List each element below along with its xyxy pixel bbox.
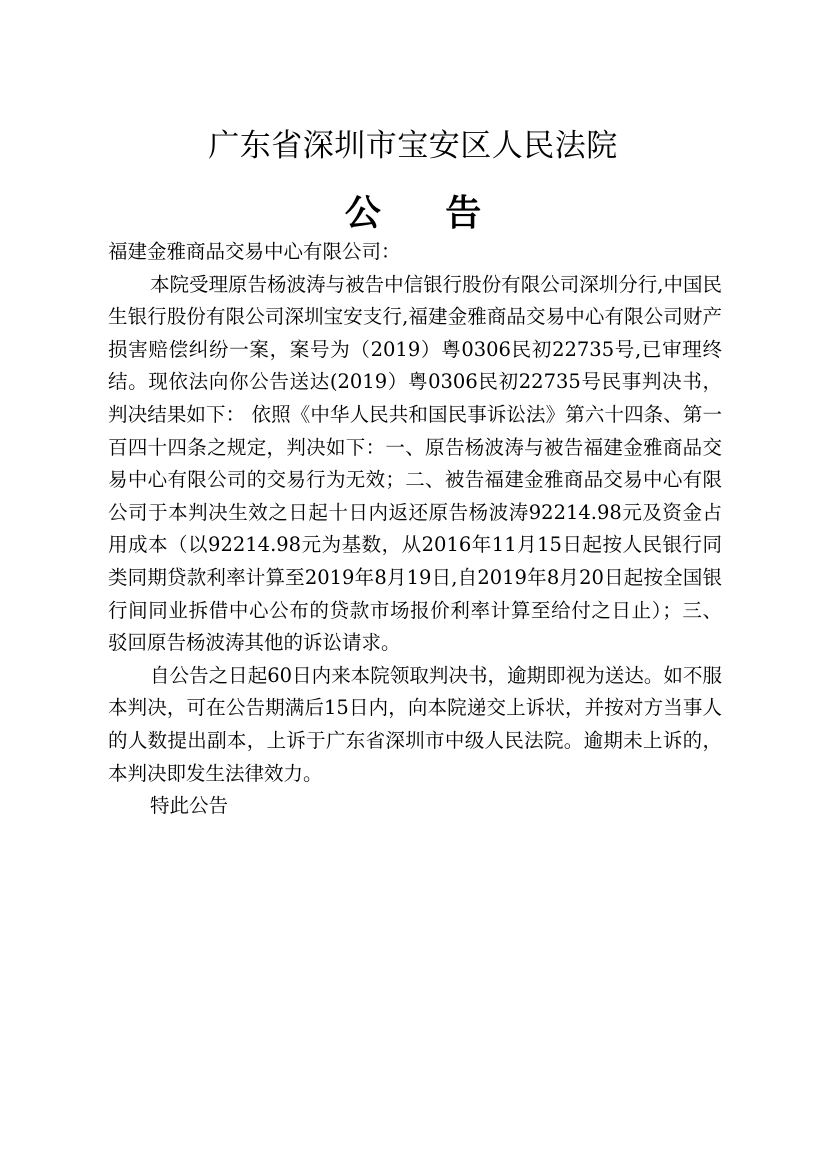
appeal-paragraph: 自公告之日起60日内来本院领取判决书，逾期即视为送达。如不服本判决，可在公告期满后15日内，向本院递交上诉状，并按对方当事人的人数提出副本，上诉于广东省深圳市中级人民法院。逾期未上诉的，本判决即发生法律效力。 (108, 663, 722, 785)
notice-body (108, 236, 722, 823)
court-name-heading: 广东省深圳市宝安区人民法院 (208, 128, 618, 164)
judgment-paragraph: 本院受理原告杨波涛与被告中信银行股份有限公司深圳分行,中国民生银行股份有限公司深圳宝安支行,福建金雅商品交易中心有限公司财产损害赔偿纠纷一案，案号为（2019）粤0306民初22735号,已审理终结。现依法向你公告送达(2019）粤0306民初22735号民事判决书，判决结果如下： 依照《中华人民共和国民事诉讼法》第六十四条、第一百四十四条之规定，判决如下：一、原告杨波涛与被告福建金雅商品交易中心有限公司的交易行为无效；二、被告福建金雅商品交易中心有限公司于本判决生效之日起十日内返还原告杨波涛92214.98元及资金占用成本（以92214.98元为基数，从2016年11月15日起按人民银行同类同期贷款利率计算至2019年8月19日,自2019年8月20日起按全国银行间同业拆借中心公布的贷款市场报价利率计算至给付之日止）；三、驳回原告杨波涛其他的诉讼请求。 (108, 272, 722, 655)
notice-title: 公 告 (344, 192, 508, 234)
addressee-line: 福建金雅商品交易中心有限公司： (108, 240, 401, 263)
closing-line: 特此公告 (150, 794, 229, 818)
